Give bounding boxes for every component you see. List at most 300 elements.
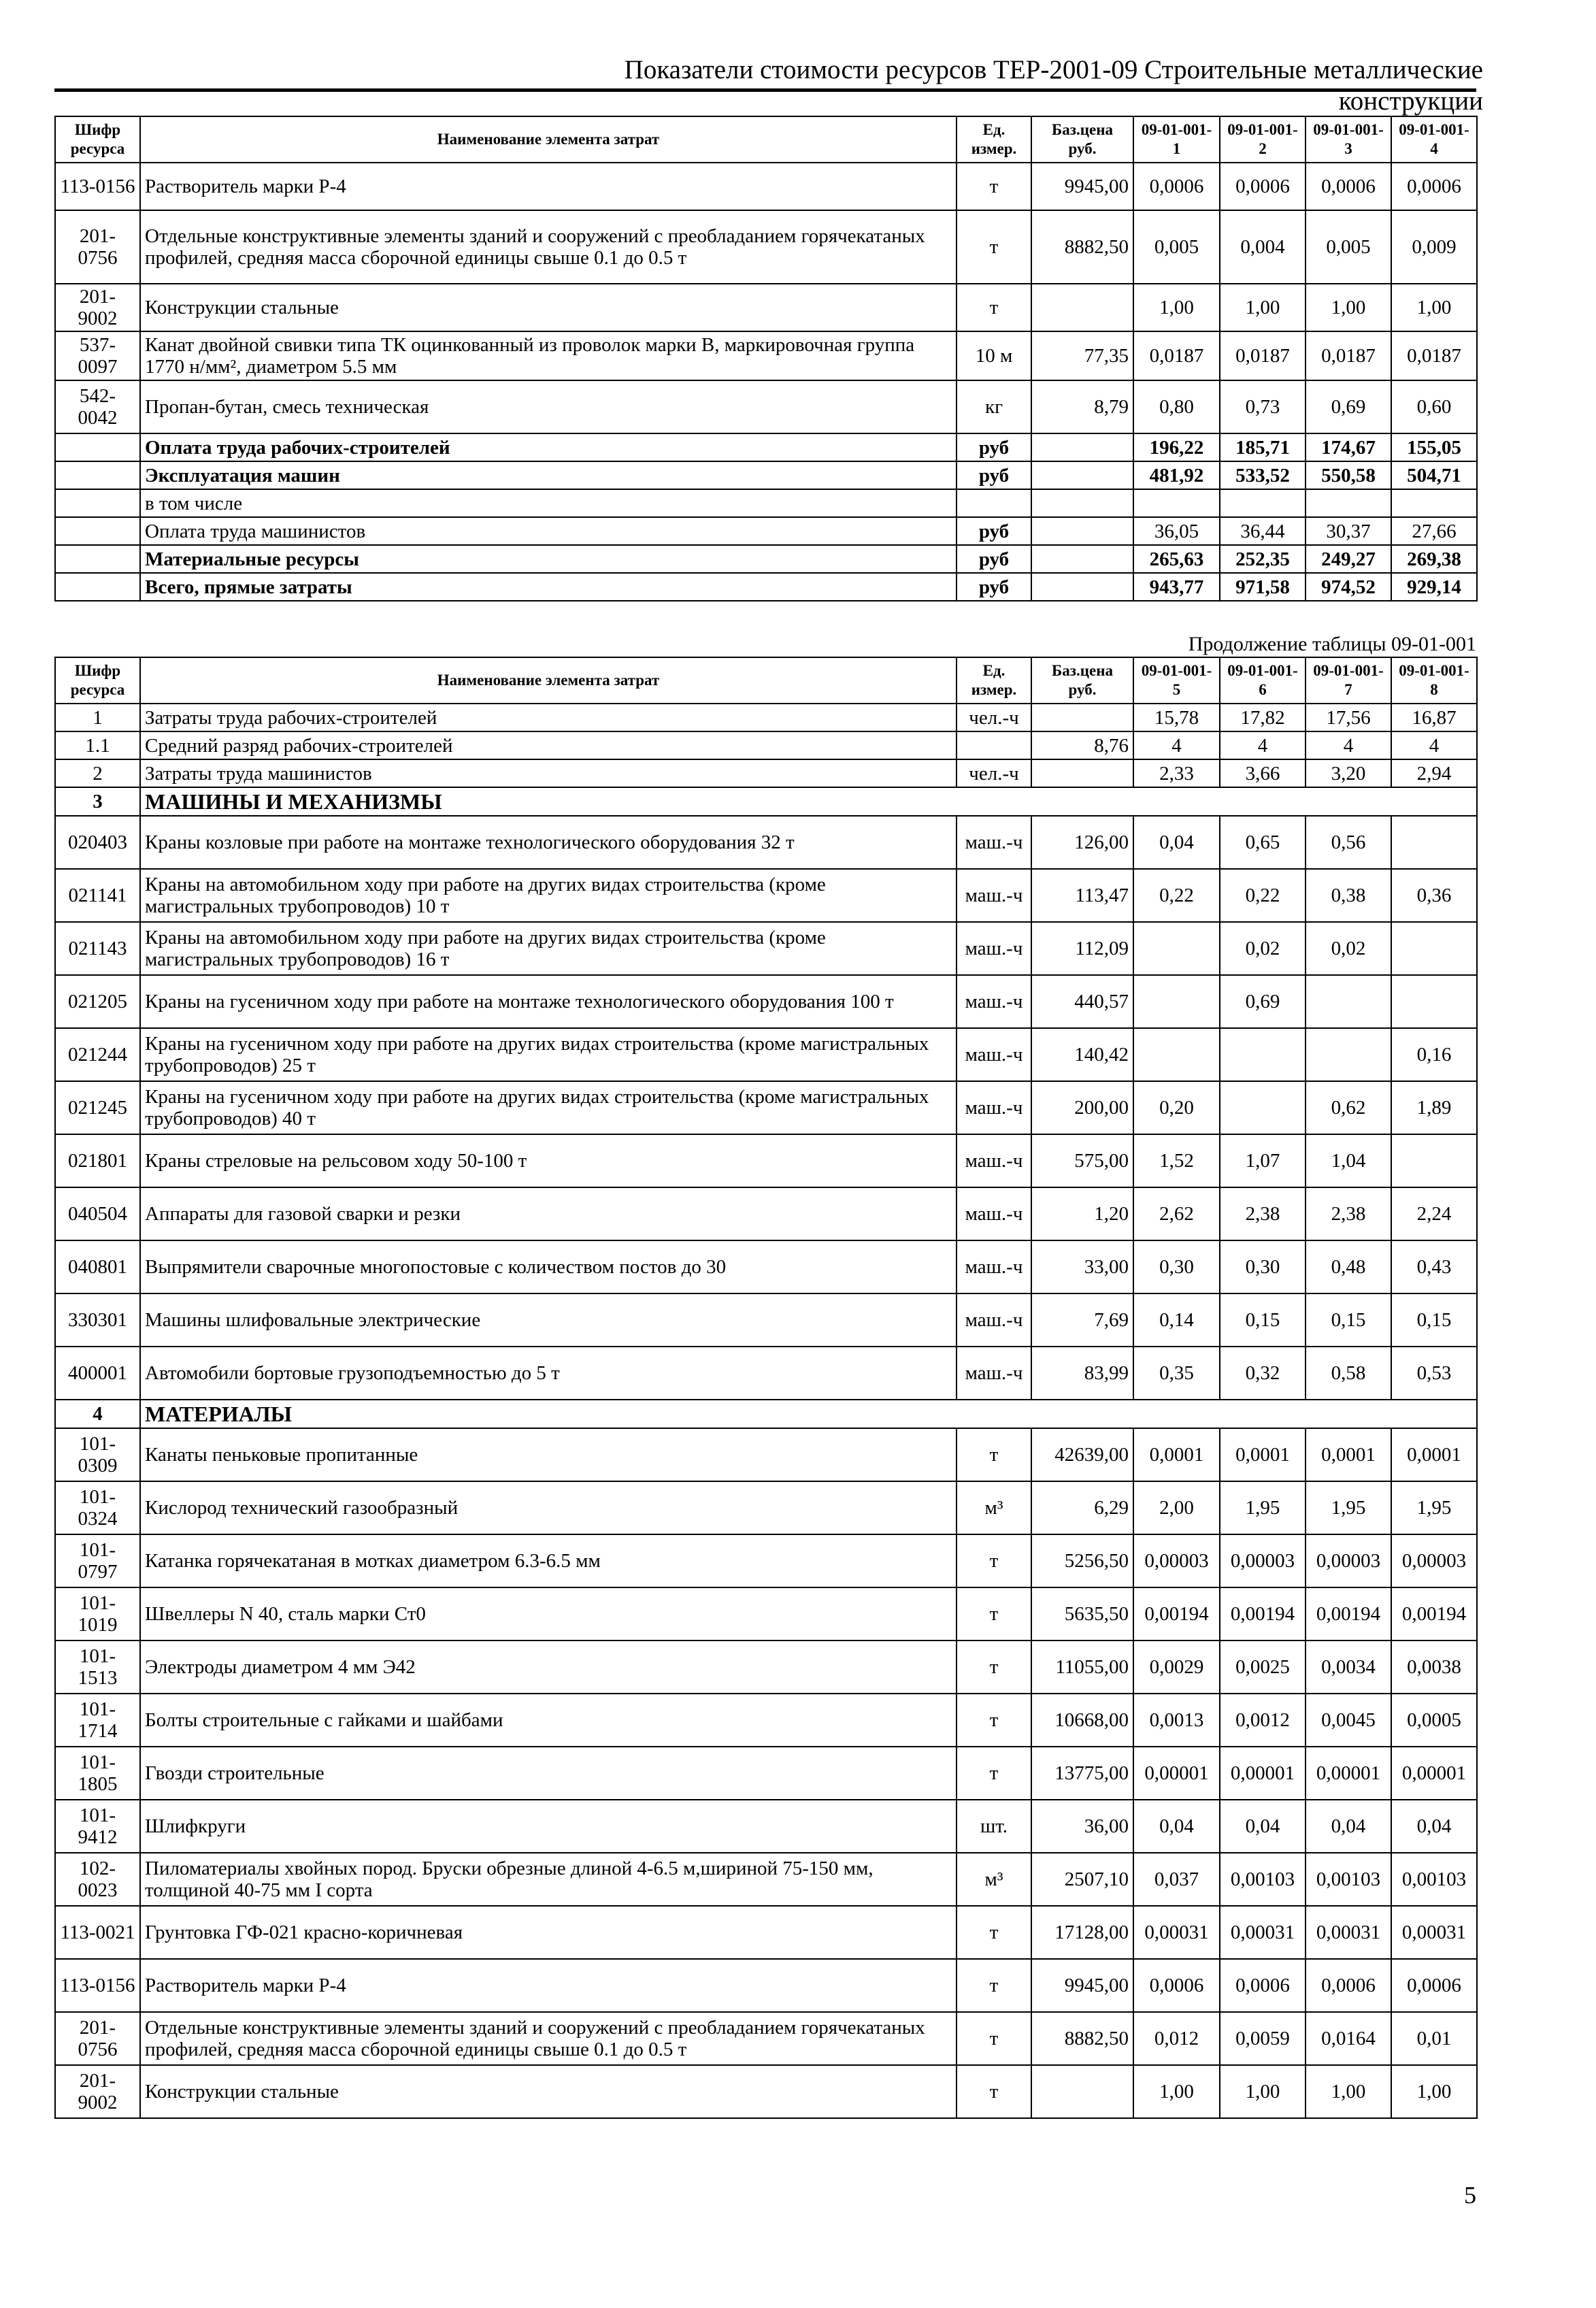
resource-code-cell: 201-0756 [55, 2012, 140, 2065]
unit-cell: т [957, 1587, 1031, 1641]
resource-name-cell: Краны на гусеничном ходу при работе на других видах строительства (кроме магистральных трубопроводов) 25 т [140, 1028, 957, 1081]
table-row [55, 1481, 1477, 1534]
resource-code-cell: 101-1513 [55, 1641, 140, 1694]
norm-value-cell: 2,33 [1133, 759, 1220, 787]
resource-name-cell: Гвозди строительные [140, 1747, 957, 1800]
norm-value-cell: 0,22 [1220, 869, 1306, 922]
unit-cell: маш.-ч [957, 975, 1031, 1028]
norm-value-cell: 2,62 [1133, 1187, 1220, 1240]
unit-cell: 10 м [957, 331, 1031, 380]
norm-value-cell [1391, 1134, 1477, 1187]
summary-value-cell [1133, 489, 1220, 517]
resource-name-cell: Краны на гусеничном ходу при работе на других видах строительства (кроме магистральных трубопроводов) 40 т [140, 1081, 957, 1134]
resource-code-cell: 021141 [55, 869, 140, 922]
table-row [55, 731, 1477, 759]
norm-value-cell: 0,012 [1133, 2012, 1220, 2065]
header-rule [54, 88, 1476, 92]
resource-code-cell: 021143 [55, 922, 140, 975]
base-price-cell [1031, 2065, 1133, 2118]
summary-code-cell [55, 573, 140, 601]
header-col-2: 09-01-001-2 [1220, 116, 1306, 163]
norm-value-cell: 0,00031 [1220, 1906, 1306, 1959]
header-col-4: 09-01-001-8 [1391, 657, 1477, 704]
norm-value-cell: 4 [1133, 731, 1220, 759]
norm-value-cell: 0,004 [1220, 210, 1306, 284]
section-number-cell: 3 [55, 787, 140, 816]
base-price-cell [1031, 704, 1133, 731]
base-price-cell [1031, 489, 1133, 517]
norm-value-cell: 0,15 [1391, 1293, 1477, 1347]
unit-cell: м³ [957, 1481, 1031, 1534]
page-header-title: Показатели стоимости ресурсов ТЕР-2001-09 Строительные металлические конструкции [624, 55, 1483, 116]
resource-code-cell: 040504 [55, 1187, 140, 1240]
table-row [55, 1428, 1477, 1481]
section-row [55, 1400, 1477, 1428]
resource-code-cell: 101-0324 [55, 1481, 140, 1534]
summary-row [55, 545, 1477, 573]
table-row [55, 1800, 1477, 1853]
norm-value-cell: 0,0006 [1306, 1959, 1391, 2012]
table-row [55, 1641, 1477, 1694]
resource-code-cell: 021205 [55, 975, 140, 1028]
norm-value-cell: 4 [1391, 731, 1477, 759]
table-row [55, 331, 1477, 380]
base-price-cell: 8882,50 [1031, 2012, 1133, 2065]
norm-value-cell: 1,00 [1220, 284, 1306, 331]
base-price-cell [1031, 759, 1133, 787]
resource-name-cell: Отдельные конструктивные элементы зданий и сооружений с преобладанием горячекатаных профилей, средняя масса сборочной единицы свыше 0.1 до 0.5 т [140, 210, 957, 284]
norm-value-cell: 0,04 [1306, 1800, 1391, 1853]
resource-code-cell: 1 [55, 704, 140, 731]
base-price-cell: 200,00 [1031, 1081, 1133, 1134]
base-price-cell [1031, 517, 1133, 545]
table-row [55, 1134, 1477, 1187]
summary-value-cell: 481,92 [1133, 461, 1220, 489]
norm-value-cell: 0,36 [1391, 869, 1477, 922]
resource-name-cell: Краны стреловые на рельсовом ходу 50-100 т [140, 1134, 957, 1187]
norm-value-cell: 0,00194 [1220, 1587, 1306, 1641]
resource-code-cell: 400001 [55, 1347, 140, 1400]
summary-value-cell [1306, 489, 1391, 517]
unit-cell: т [957, 1747, 1031, 1800]
resource-code-cell: 201-0756 [55, 210, 140, 284]
norm-value-cell: 4 [1306, 731, 1391, 759]
norm-value-cell: 0,00001 [1133, 1747, 1220, 1800]
unit-cell: руб [957, 517, 1031, 545]
resource-name-cell: Средний разряд рабочих-строителей [140, 731, 957, 759]
resource-code-cell: 330301 [55, 1293, 140, 1347]
norm-value-cell: 0,04 [1220, 1800, 1306, 1853]
norm-value-cell: 0,69 [1220, 975, 1306, 1028]
norm-value-cell: 1,00 [1391, 2065, 1477, 2118]
norm-value-cell: 0,00003 [1133, 1534, 1220, 1587]
norm-value-cell: 1,07 [1220, 1134, 1306, 1187]
norm-value-cell: 0,01 [1391, 2012, 1477, 2065]
summary-value-cell: 185,71 [1220, 433, 1306, 461]
table-row [55, 1187, 1477, 1240]
summary-value-cell: 27,66 [1391, 517, 1477, 545]
header-col-3: 09-01-001-7 [1306, 657, 1391, 704]
resource-code-cell: 113-0021 [55, 1906, 140, 1959]
base-price-cell [1031, 545, 1133, 573]
norm-value-cell: 15,78 [1133, 704, 1220, 731]
resource-name-cell: Выпрямители сварочные многопостовые с количеством постов до 30 [140, 1240, 957, 1293]
resource-name-cell: Конструкции стальные [140, 284, 957, 331]
header-code: Шифр ресурса [55, 116, 140, 163]
summary-row [55, 517, 1477, 545]
table-row [55, 284, 1477, 331]
resource-name-cell: Растворитель марки Р-4 [140, 163, 957, 210]
norm-value-cell: 0,0187 [1306, 331, 1391, 380]
unit-cell: шт. [957, 1800, 1031, 1853]
norm-value-cell: 0,48 [1306, 1240, 1391, 1293]
unit-cell: м³ [957, 1853, 1031, 1906]
norm-value-cell: 0,16 [1391, 1028, 1477, 1081]
base-price-cell: 7,69 [1031, 1293, 1133, 1347]
summary-code-cell [55, 461, 140, 489]
resource-table-2 [54, 657, 1478, 2119]
summary-value-cell: 155,05 [1391, 433, 1477, 461]
header-unit: Ед. измер. [957, 116, 1031, 163]
resource-name-cell: Пропан-бутан, смесь техническая [140, 380, 957, 433]
norm-value-cell: 0,0001 [1220, 1428, 1306, 1481]
resource-name-cell: Аппараты для газовой сварки и резки [140, 1187, 957, 1240]
unit-cell: маш.-ч [957, 1028, 1031, 1081]
unit-cell: руб [957, 573, 1031, 601]
norm-value-cell: 0,04 [1133, 1800, 1220, 1853]
header-price: Баз.цена руб. [1031, 657, 1133, 704]
norm-value-cell [1391, 975, 1477, 1028]
norm-value-cell: 0,00003 [1306, 1534, 1391, 1587]
base-price-cell: 36,00 [1031, 1800, 1133, 1853]
table-row [55, 1240, 1477, 1293]
resource-code-cell: 101-1714 [55, 1694, 140, 1747]
summary-code-cell [55, 489, 140, 517]
norm-value-cell: 0,04 [1391, 1800, 1477, 1853]
norm-value-cell: 0,0006 [1306, 163, 1391, 210]
summary-value-cell: 929,14 [1391, 573, 1477, 601]
resource-code-cell: 040801 [55, 1240, 140, 1293]
norm-value-cell: 2,00 [1133, 1481, 1220, 1534]
resource-name-cell: Канат двойной свивки типа ТК оцинкованный из проволок марки В, маркировочная группа 1770 н/мм², диаметром 5.5 мм [140, 331, 957, 380]
norm-value-cell: 0,0006 [1391, 1959, 1477, 2012]
resource-name-cell: Электроды диаметром 4 мм Э42 [140, 1641, 957, 1694]
header-unit: Ед. измер. [957, 657, 1031, 704]
resource-code-cell: 113-0156 [55, 1959, 140, 2012]
resource-name-cell: Швеллеры N 40, сталь марки Ст0 [140, 1587, 957, 1641]
norm-value-cell: 3,20 [1306, 759, 1391, 787]
norm-value-cell: 1,95 [1391, 1481, 1477, 1534]
norm-value-cell: 1,95 [1306, 1481, 1391, 1534]
table-row [55, 1293, 1477, 1347]
resource-code-cell: 101-1019 [55, 1587, 140, 1641]
norm-value-cell: 0,009 [1391, 210, 1477, 284]
base-price-cell: 9945,00 [1031, 1959, 1133, 2012]
continuation-caption: Продолжение таблицы 09-01-001 [1188, 633, 1476, 655]
norm-value-cell: 0,00003 [1391, 1534, 1477, 1587]
summary-value-cell: 196,22 [1133, 433, 1220, 461]
norm-value-cell: 0,0001 [1306, 1428, 1391, 1481]
summary-label-cell: в том числе [140, 489, 957, 517]
table-row [55, 704, 1477, 731]
resource-code-cell: 201-9002 [55, 2065, 140, 2118]
norm-value-cell: 1,52 [1133, 1134, 1220, 1187]
resource-name-cell: Машины шлифовальные электрические [140, 1293, 957, 1347]
resource-code-cell: 021801 [55, 1134, 140, 1187]
norm-value-cell: 0,32 [1220, 1347, 1306, 1400]
norm-value-cell: 0,35 [1133, 1347, 1220, 1400]
norm-value-cell: 0,00103 [1220, 1853, 1306, 1906]
unit-cell [957, 731, 1031, 759]
norm-value-cell: 17,82 [1220, 704, 1306, 731]
norm-value-cell: 0,00031 [1306, 1906, 1391, 1959]
base-price-cell [1031, 573, 1133, 601]
norm-value-cell: 0,0025 [1220, 1641, 1306, 1694]
resource-code-cell: 113-0156 [55, 163, 140, 210]
summary-value-cell: 36,44 [1220, 517, 1306, 545]
unit-cell: маш.-ч [957, 1347, 1031, 1400]
base-price-cell: 140,42 [1031, 1028, 1133, 1081]
unit-cell: т [957, 1694, 1031, 1747]
norm-value-cell: 0,0029 [1133, 1641, 1220, 1694]
base-price-cell: 17128,00 [1031, 1906, 1133, 1959]
unit-cell: маш.-ч [957, 1187, 1031, 1240]
base-price-cell: 33,00 [1031, 1240, 1133, 1293]
unit-cell: кг [957, 380, 1031, 433]
norm-value-cell: 1,00 [1133, 2065, 1220, 2118]
table-row [55, 759, 1477, 787]
norm-value-cell: 0,73 [1220, 380, 1306, 433]
resource-name-cell: Краны козловые при работе на монтаже технологического оборудования 32 т [140, 816, 957, 869]
norm-value-cell: 0,005 [1306, 210, 1391, 284]
unit-cell: т [957, 163, 1031, 210]
unit-cell: руб [957, 433, 1031, 461]
norm-value-cell: 0,0005 [1391, 1694, 1477, 1747]
unit-cell: т [957, 2012, 1031, 2065]
unit-cell: т [957, 1641, 1031, 1694]
summary-value-cell: 533,52 [1220, 461, 1306, 489]
table-row [55, 1081, 1477, 1134]
norm-value-cell: 0,65 [1220, 816, 1306, 869]
norm-value-cell: 0,0006 [1220, 163, 1306, 210]
norm-value-cell: 1,00 [1306, 2065, 1391, 2118]
norm-value-cell: 0,0187 [1220, 331, 1306, 380]
norm-value-cell: 0,00194 [1133, 1587, 1220, 1641]
summary-value-cell: 504,71 [1391, 461, 1477, 489]
norm-value-cell: 0,56 [1306, 816, 1391, 869]
table-row [55, 1587, 1477, 1641]
base-price-cell: 126,00 [1031, 816, 1133, 869]
base-price-cell: 13775,00 [1031, 1747, 1133, 1800]
norm-value-cell: 0,00001 [1391, 1747, 1477, 1800]
norm-value-cell: 0,60 [1391, 380, 1477, 433]
norm-value-cell: 0,0187 [1133, 331, 1220, 380]
norm-value-cell [1133, 975, 1220, 1028]
base-price-cell: 575,00 [1031, 1134, 1133, 1187]
unit-cell: маш.-ч [957, 1293, 1031, 1347]
summary-value-cell: 174,67 [1306, 433, 1391, 461]
norm-value-cell: 17,56 [1306, 704, 1391, 731]
unit-cell: руб [957, 461, 1031, 489]
norm-value-cell: 0,0164 [1306, 2012, 1391, 2065]
header-col-1: 09-01-001-5 [1133, 657, 1220, 704]
norm-value-cell: 1,00 [1306, 284, 1391, 331]
resource-name-cell: Канаты пеньковые пропитанные [140, 1428, 957, 1481]
norm-value-cell: 0,0006 [1220, 1959, 1306, 2012]
resource-name-cell: Краны на автомобильном ходу при работе на других видах строительства (кроме магистральных трубопроводов) 16 т [140, 922, 957, 975]
norm-value-cell: 0,00194 [1391, 1587, 1477, 1641]
norm-value-cell: 0,0059 [1220, 2012, 1306, 2065]
norm-value-cell: 1,89 [1391, 1081, 1477, 1134]
norm-value-cell: 0,58 [1306, 1347, 1391, 1400]
norm-value-cell: 0,0045 [1306, 1694, 1391, 1747]
norm-value-cell: 0,53 [1391, 1347, 1477, 1400]
norm-value-cell: 0,04 [1133, 816, 1220, 869]
table-row [55, 1959, 1477, 2012]
summary-value-cell [1391, 489, 1477, 517]
norm-value-cell [1133, 1028, 1220, 1081]
base-price-cell: 83,99 [1031, 1347, 1133, 1400]
base-price-cell [1031, 433, 1133, 461]
base-price-cell: 77,35 [1031, 331, 1133, 380]
header-col-4: 09-01-001-4 [1391, 116, 1477, 163]
table-row [55, 1347, 1477, 1400]
section-title-cell: МАШИНЫ И МЕХАНИЗМЫ [140, 787, 1477, 816]
unit-cell: т [957, 284, 1031, 331]
norm-value-cell: 0,00001 [1220, 1747, 1306, 1800]
norm-value-cell: 0,22 [1133, 869, 1220, 922]
norm-value-cell: 0,0006 [1133, 163, 1220, 210]
table-row [55, 2012, 1477, 2065]
resource-name-cell: Конструкции стальные [140, 2065, 957, 2118]
unit-cell: маш.-ч [957, 922, 1031, 975]
header-name: Наименование элемента затрат [140, 116, 957, 163]
base-price-cell: 10668,00 [1031, 1694, 1133, 1747]
summary-label-cell: Эксплуатация машин [140, 461, 957, 489]
resource-code-cell: 021245 [55, 1081, 140, 1134]
summary-value-cell: 249,27 [1306, 545, 1391, 573]
table-row [55, 380, 1477, 433]
norm-value-cell: 0,0001 [1391, 1428, 1477, 1481]
table-1-header-row [55, 116, 1477, 163]
norm-value-cell: 0,0034 [1306, 1641, 1391, 1694]
summary-row [55, 489, 1477, 517]
resource-name-cell: Автомобили бортовые грузоподъемностью до 5 т [140, 1347, 957, 1400]
base-price-cell: 6,29 [1031, 1481, 1133, 1534]
summary-value-cell: 36,05 [1133, 517, 1220, 545]
summary-row [55, 461, 1477, 489]
resource-code-cell: 2 [55, 759, 140, 787]
norm-value-cell: 0,43 [1391, 1240, 1477, 1293]
norm-value-cell: 0,00001 [1306, 1747, 1391, 1800]
summary-label-cell: Оплата труда машинистов [140, 517, 957, 545]
resource-name-cell: Затраты труда рабочих-строителей [140, 704, 957, 731]
table-row [55, 922, 1477, 975]
resource-name-cell: Кислород технический газообразный [140, 1481, 957, 1534]
norm-value-cell: 0,80 [1133, 380, 1220, 433]
base-price-cell: 5635,50 [1031, 1587, 1133, 1641]
table-row [55, 1028, 1477, 1081]
norm-value-cell: 0,0001 [1133, 1428, 1220, 1481]
summary-row [55, 433, 1477, 461]
norm-value-cell: 4 [1220, 731, 1306, 759]
norm-value-cell [1220, 1028, 1306, 1081]
base-price-cell: 112,09 [1031, 922, 1133, 975]
summary-label-cell: Всего, прямые затраты [140, 573, 957, 601]
table-row [55, 1906, 1477, 1959]
header-col-3: 09-01-001-3 [1306, 116, 1391, 163]
norm-value-cell: 2,38 [1306, 1187, 1391, 1240]
norm-value-cell: 0,0006 [1133, 1959, 1220, 2012]
norm-value-cell: 1,00 [1220, 2065, 1306, 2118]
resource-code-cell: 101-9412 [55, 1800, 140, 1853]
norm-value-cell: 0,62 [1306, 1081, 1391, 1134]
table-1-body [55, 163, 1477, 601]
norm-value-cell: 0,15 [1220, 1293, 1306, 1347]
summary-value-cell: 974,52 [1306, 573, 1391, 601]
norm-value-cell: 3,66 [1220, 759, 1306, 787]
unit-cell: маш.-ч [957, 816, 1031, 869]
table-row [55, 1853, 1477, 1906]
norm-value-cell [1306, 1028, 1391, 1081]
resource-name-cell: Отдельные конструктивные элементы зданий и сооружений с преобладанием горячекатаных профилей, средняя масса сборочной единицы свыше 0.1 до 0.5 т [140, 2012, 957, 2065]
resource-name-cell: Растворитель марки Р-4 [140, 1959, 957, 2012]
norm-value-cell [1220, 1081, 1306, 1134]
base-price-cell: 113,47 [1031, 869, 1133, 922]
base-price-cell: 8882,50 [1031, 210, 1133, 284]
unit-cell: маш.-ч [957, 1240, 1031, 1293]
unit-cell: чел.-ч [957, 704, 1031, 731]
norm-value-cell: 0,00103 [1306, 1853, 1391, 1906]
table-row [55, 869, 1477, 922]
norm-value-cell: 16,87 [1391, 704, 1477, 731]
section-row [55, 787, 1477, 816]
resource-name-cell: Затраты труда машинистов [140, 759, 957, 787]
norm-value-cell: 0,037 [1133, 1853, 1220, 1906]
summary-label-cell: Оплата труда рабочих-строителей [140, 433, 957, 461]
unit-cell: т [957, 1906, 1031, 1959]
base-price-cell [1031, 284, 1133, 331]
norm-value-cell: 0,69 [1306, 380, 1391, 433]
unit-cell: маш.-ч [957, 1134, 1031, 1187]
resource-code-cell: 537-0097 [55, 331, 140, 380]
norm-value-cell: 1,00 [1133, 284, 1220, 331]
norm-value-cell: 0,00103 [1391, 1853, 1477, 1906]
norm-value-cell: 0,00031 [1133, 1906, 1220, 1959]
base-price-cell: 9945,00 [1031, 163, 1133, 210]
norm-value-cell: 0,00194 [1306, 1587, 1391, 1641]
resource-name-cell: Краны на гусеничном ходу при работе на монтаже технологического оборудования 100 т [140, 975, 957, 1028]
norm-value-cell: 0,20 [1133, 1081, 1220, 1134]
resource-name-cell: Катанка горячекатаная в мотках диаметром 6.3-6.5 мм [140, 1534, 957, 1587]
table-row [55, 1747, 1477, 1800]
unit-cell [957, 489, 1031, 517]
unit-cell: т [957, 1959, 1031, 2012]
unit-cell: т [957, 210, 1031, 284]
resource-code-cell: 101-0797 [55, 1534, 140, 1587]
norm-value-cell: 1,95 [1220, 1481, 1306, 1534]
page-number: 5 [1464, 2181, 1476, 2209]
norm-value-cell: 0,0187 [1391, 331, 1477, 380]
base-price-cell [1031, 461, 1133, 489]
norm-value-cell: 2,38 [1220, 1187, 1306, 1240]
unit-cell: руб [957, 545, 1031, 573]
base-price-cell: 2507,10 [1031, 1853, 1133, 1906]
resource-code-cell: 101-0309 [55, 1428, 140, 1481]
summary-value-cell: 550,58 [1306, 461, 1391, 489]
norm-value-cell: 0,02 [1220, 922, 1306, 975]
norm-value-cell: 0,15 [1306, 1293, 1391, 1347]
